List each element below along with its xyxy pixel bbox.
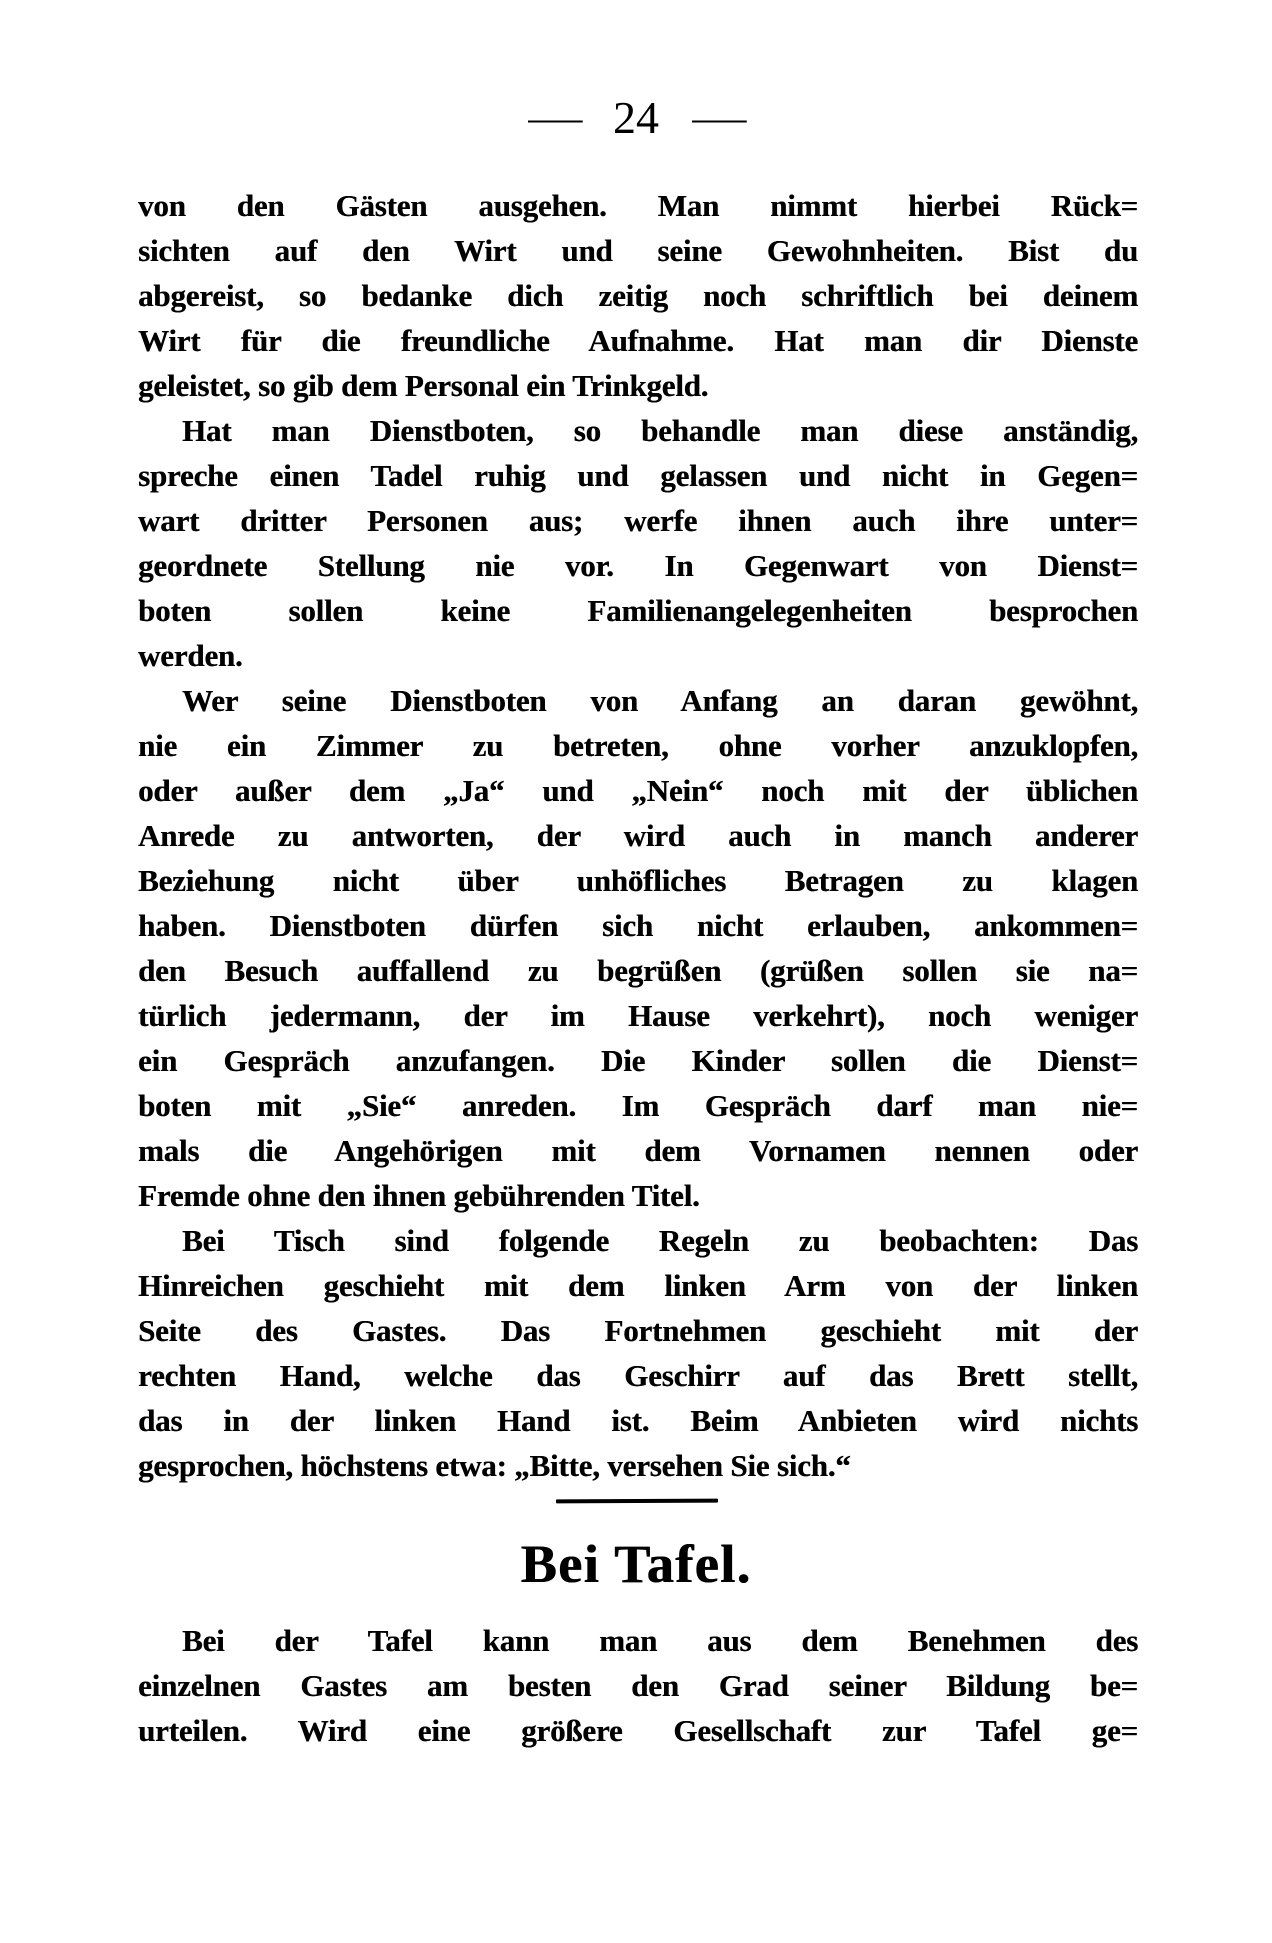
text-line: urteilen. Wird eine größere Gesellschaft zur Tafel ge= [138,1713,1138,1748]
text-line: nie ein Zimmer zu betreten, ohne vorher anzuklopfen, [138,728,1138,763]
paragraph [138,184,1138,409]
text-line: einzelnen Gastes am besten den Grad seiner Bildung be= [138,1668,1138,1703]
text-line: boten sollen keine Familienangelegenheiten besprochen [138,593,1138,628]
text-line: Anrede zu antworten, der wird auch in manch anderer [138,818,1138,853]
paragraph [138,1219,1138,1489]
text-line: das in der linken Hand ist. Beim Anbieten wird nichts [138,1403,1138,1438]
text-line: Beziehung nicht über unhöfliches Betragen zu klagen [138,863,1138,898]
text-line: Hat man Dienstboten, so behandle man diese anständig, [182,413,1138,448]
text-line: geleistet, so gib dem Personal ein Trinkgeld. [138,368,709,403]
paragraph [138,409,1138,679]
text-line: den Besuch auffallend zu begrüßen (grüßen sollen sie na= [138,953,1138,988]
text-line: Bei Tisch sind folgende Regeln zu beobachten: Das [182,1223,1138,1258]
text-line: gesprochen, höchstens etwa: „Bitte, versehen Sie sich.“ [138,1448,851,1483]
text-line: sichten auf den Wirt und seine Gewohnheiten. Bist du [138,233,1138,268]
section-body-text [138,1619,1138,1754]
paragraph [138,679,1138,1219]
text-line: türlich jedermann, der im Hause verkehrt), noch weniger [138,998,1138,1033]
text-line: oder außer dem „Ja“ und „Nein“ noch mit der üblichen [138,773,1138,808]
text-line: rechten Hand, welche das Geschirr auf das Brett stellt, [138,1358,1138,1393]
text-line: werden. [138,638,243,673]
text-line: wart dritter Personen aus; werfe ihnen auch ihre unter= [138,503,1138,538]
body-text [138,184,1138,1489]
header-dash-left: — [528,95,580,140]
text-line: Wirt für die freundliche Aufnahme. Hat man dir Dienste [138,323,1138,358]
text-line: Seite des Gastes. Das Fortnehmen geschieht mit der [138,1313,1138,1348]
text-line: Bei der Tafel kann man aus dem Benehmen des [182,1623,1138,1658]
page-header [0,0,1272,144]
text-line: mals die Angehörigen mit dem Vornamen nennen oder [138,1133,1138,1168]
section-heading: Bei Tafel. [520,1534,752,1594]
text-line: Wer seine Dienstboten von Anfang an daran gewöhnt, [182,683,1138,718]
page-number: 24 [613,92,659,143]
section-divider-rule [556,1499,718,1504]
text-line: Hinreichen geschieht mit dem linken Arm von der linken [138,1268,1138,1303]
text-line: haben. Dienstboten dürfen sich nicht erlauben, ankommen= [138,908,1138,943]
text-line: von den Gästen ausgehen. Man nimmt hierbei Rück= [138,188,1138,223]
text-line: boten mit „Sie“ anreden. Im Gespräch darf man nie= [138,1088,1138,1123]
text-line: geordnete Stellung nie vor. In Gegenwart von Dienst= [138,548,1138,583]
text-line: ein Gespräch anzufangen. Die Kinder sollen die Dienst= [138,1043,1138,1078]
text-line: Fremde ohne den ihnen gebührenden Titel. [138,1178,700,1213]
text-line: spreche einen Tadel ruhig und gelassen und nicht in Gegen= [138,458,1138,493]
header-dash-right: — [692,95,744,140]
text-line: abgereist, so bedanke dich zeitig noch schriftlich bei deinem [138,278,1138,313]
paragraph [138,1619,1138,1754]
